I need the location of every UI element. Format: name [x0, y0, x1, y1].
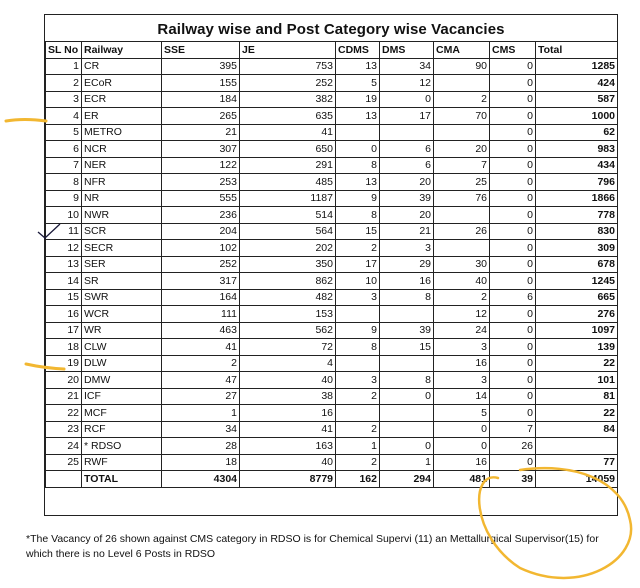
table-cell: 587	[536, 91, 618, 108]
table-cell: 862	[240, 273, 336, 290]
table-cell: 0	[490, 355, 536, 372]
table-cell: 3	[336, 289, 380, 306]
table-row	[46, 223, 618, 240]
column-header: CMS	[490, 42, 536, 59]
table-cell: 482	[240, 289, 336, 306]
table-cell: 0	[490, 372, 536, 389]
table-cell: 22	[536, 355, 618, 372]
table-cell: 8	[46, 174, 82, 191]
table-cell: 29	[380, 256, 434, 273]
table-cell: 15	[336, 223, 380, 240]
table-cell: 40	[240, 372, 336, 389]
table-cell: 3	[336, 372, 380, 389]
table-row	[46, 91, 618, 108]
table-cell: 77	[536, 454, 618, 471]
table-cell: 17	[46, 322, 82, 339]
table-cell: 40	[434, 273, 490, 290]
table-cell: 17	[380, 108, 434, 125]
table-cell: 0	[490, 454, 536, 471]
table-cell: 21	[162, 124, 240, 141]
table-cell: 2	[434, 289, 490, 306]
table-cell: 8	[380, 372, 434, 389]
table-cell: 20	[46, 372, 82, 389]
table-cell: 983	[536, 141, 618, 158]
column-header: DMS	[380, 42, 434, 59]
table-cell: 12	[434, 306, 490, 323]
table-cell: 164	[162, 289, 240, 306]
table-row	[46, 124, 618, 141]
table-cell: 122	[162, 157, 240, 174]
header-row	[46, 42, 618, 59]
table-cell: 5	[46, 124, 82, 141]
table-cell: 184	[162, 91, 240, 108]
table-cell: NR	[82, 190, 162, 207]
table-cell: 7	[490, 421, 536, 438]
table-row	[46, 438, 618, 455]
table-cell: 291	[240, 157, 336, 174]
table-cell: 8	[336, 339, 380, 356]
table-cell: 41	[240, 124, 336, 141]
table-cell: 16	[434, 355, 490, 372]
table-cell: 0	[490, 322, 536, 339]
table-cell: 163	[240, 438, 336, 455]
table-cell: 236	[162, 207, 240, 224]
table-cell: 101	[536, 372, 618, 389]
table-cell: 0	[490, 75, 536, 92]
table-cell: 8	[380, 289, 434, 306]
table-cell: 30	[434, 256, 490, 273]
table-cell: SECR	[82, 240, 162, 257]
table-cell: 18	[46, 339, 82, 356]
table-cell: 635	[240, 108, 336, 125]
table-row	[46, 207, 618, 224]
table-cell: 10	[336, 273, 380, 290]
table-cell	[434, 75, 490, 92]
table-cell: WR	[82, 322, 162, 339]
table-row	[46, 256, 618, 273]
table-cell: NFR	[82, 174, 162, 191]
table-cell: 309	[536, 240, 618, 257]
table-cell: 1	[46, 58, 82, 75]
table-cell: 1245	[536, 273, 618, 290]
table-cell: 25	[434, 174, 490, 191]
table-cell: 16	[380, 273, 434, 290]
table-cell: 25	[46, 454, 82, 471]
table-cell: 90	[434, 58, 490, 75]
table-cell: 1000	[536, 108, 618, 125]
table-cell: 62	[536, 124, 618, 141]
table-cell: 24	[46, 438, 82, 455]
table-cell: MCF	[82, 405, 162, 422]
table-cell: 13	[46, 256, 82, 273]
table-cell: 0	[380, 388, 434, 405]
table-cell: 5	[336, 75, 380, 92]
column-header: SL No	[46, 42, 82, 59]
table-cell: 20	[434, 141, 490, 158]
table-cell: SR	[82, 273, 162, 290]
table-cell: 16	[46, 306, 82, 323]
table-row	[46, 289, 618, 306]
column-header: Total	[536, 42, 618, 59]
table-cell: SCR	[82, 223, 162, 240]
table-cell: 39	[380, 322, 434, 339]
table-cell	[434, 240, 490, 257]
table-cell: 562	[240, 322, 336, 339]
table-cell: 796	[536, 174, 618, 191]
table-cell: DMW	[82, 372, 162, 389]
table-cell: 28	[162, 438, 240, 455]
table-cell: 40	[240, 454, 336, 471]
table-cell: 2	[336, 421, 380, 438]
table-cell: 16	[434, 454, 490, 471]
table-cell: 4304	[162, 471, 240, 488]
table-cell: 153	[240, 306, 336, 323]
table-cell: 0	[490, 306, 536, 323]
table-cell: 15	[380, 339, 434, 356]
vacancy-table	[45, 41, 618, 488]
table-cell: 0	[490, 240, 536, 257]
table-cell: 252	[162, 256, 240, 273]
table-cell: 3	[434, 339, 490, 356]
table-cell: 38	[240, 388, 336, 405]
table-row	[46, 339, 618, 356]
table-cell: 26	[490, 438, 536, 455]
table-cell: 18	[162, 454, 240, 471]
table-cell: 26	[434, 223, 490, 240]
table-cell: 155	[162, 75, 240, 92]
column-header: JE	[240, 42, 336, 59]
table-cell: 72	[240, 339, 336, 356]
table-row	[46, 306, 618, 323]
table-cell: 6	[380, 141, 434, 158]
table-cell: 39	[380, 190, 434, 207]
table-cell: 22	[46, 405, 82, 422]
table-cell: 20	[380, 174, 434, 191]
table-cell: ER	[82, 108, 162, 125]
table-row	[46, 108, 618, 125]
table-cell: 0	[490, 207, 536, 224]
table-cell: 555	[162, 190, 240, 207]
table-cell: 0	[490, 273, 536, 290]
table-cell: 102	[162, 240, 240, 257]
table-cell: 5	[434, 405, 490, 422]
table-cell: 21	[380, 223, 434, 240]
table-cell: 70	[434, 108, 490, 125]
table-cell: 6	[46, 141, 82, 158]
table-cell: 0	[490, 108, 536, 125]
table-cell: 4	[46, 108, 82, 125]
table-cell: 382	[240, 91, 336, 108]
table-cell: 23	[46, 421, 82, 438]
table-row	[46, 273, 618, 290]
table-cell: 9	[336, 322, 380, 339]
table-cell	[380, 355, 434, 372]
table-cell: 20	[380, 207, 434, 224]
table-cell: 39	[490, 471, 536, 488]
table-cell: 564	[240, 223, 336, 240]
table-cell: 204	[162, 223, 240, 240]
table-cell: 16	[240, 405, 336, 422]
table-cell	[434, 207, 490, 224]
table-cell: 76	[434, 190, 490, 207]
table-cell: 650	[240, 141, 336, 158]
table-cell: 253	[162, 174, 240, 191]
table-cell: SWR	[82, 289, 162, 306]
table-cell: 14	[434, 388, 490, 405]
table-cell: 13	[336, 174, 380, 191]
table-cell: 10	[46, 207, 82, 224]
table-cell: 0	[490, 190, 536, 207]
table-cell: 139	[536, 339, 618, 356]
table-cell: 424	[536, 75, 618, 92]
table-cell: 19	[46, 355, 82, 372]
table-cell: 41	[162, 339, 240, 356]
table-cell: NER	[82, 157, 162, 174]
table-cell: 0	[490, 256, 536, 273]
table-cell: ECR	[82, 91, 162, 108]
table-cell: 678	[536, 256, 618, 273]
table-cell: 8	[336, 157, 380, 174]
table-cell: 24	[434, 322, 490, 339]
table-cell	[434, 124, 490, 141]
highlighter-mark-er	[6, 120, 46, 122]
table-cell: 265	[162, 108, 240, 125]
column-header: SSE	[162, 42, 240, 59]
table-cell: 0	[336, 141, 380, 158]
table-cell: 21	[46, 388, 82, 405]
table-cell: 0	[434, 438, 490, 455]
table-cell	[380, 421, 434, 438]
table-cell: 2	[46, 75, 82, 92]
table-cell	[380, 124, 434, 141]
table-cell: 2	[336, 240, 380, 257]
table-cell: 13	[336, 108, 380, 125]
table-cell: 0	[490, 141, 536, 158]
table-cell: 6	[490, 289, 536, 306]
table-cell	[46, 471, 82, 488]
table-cell: 9	[336, 190, 380, 207]
table-cell: 0	[490, 405, 536, 422]
table-cell: 665	[536, 289, 618, 306]
table-cell: 514	[240, 207, 336, 224]
table-cell: ICF	[82, 388, 162, 405]
table-cell	[336, 355, 380, 372]
table-cell: 13	[336, 58, 380, 75]
table-cell: 34	[380, 58, 434, 75]
footnote: *The Vacancy of 26 shown against CMS category in RDSO is for Chemical Supervi (11) an Mettallurgical Supervisor(15) for which there is no Level 6 Posts in RDSO	[26, 533, 599, 560]
table-cell: 6	[380, 157, 434, 174]
table-cell: 111	[162, 306, 240, 323]
table-cell: NWR	[82, 207, 162, 224]
table-cell: 8779	[240, 471, 336, 488]
table-cell: 4	[240, 355, 336, 372]
table-cell: 830	[536, 223, 618, 240]
table-cell: CR	[82, 58, 162, 75]
table-cell: 0	[434, 421, 490, 438]
table-cell: 3	[380, 240, 434, 257]
table-cell: 463	[162, 322, 240, 339]
table-row	[46, 355, 618, 372]
table-cell: WCR	[82, 306, 162, 323]
table-cell: 2	[336, 454, 380, 471]
table-cell: 17	[336, 256, 380, 273]
table-row	[46, 454, 618, 471]
table-cell	[380, 306, 434, 323]
table-cell	[336, 124, 380, 141]
column-header: CMA	[434, 42, 490, 59]
table-cell: 481	[434, 471, 490, 488]
table-cell: TOTAL	[82, 471, 162, 488]
table-cell: 350	[240, 256, 336, 273]
table-cell: DLW	[82, 355, 162, 372]
table-row	[46, 322, 618, 339]
table-cell	[380, 405, 434, 422]
table-cell: 7	[434, 157, 490, 174]
table-cell: 12	[380, 75, 434, 92]
table-row	[46, 190, 618, 207]
table-cell: 2	[162, 355, 240, 372]
table-cell: 434	[536, 157, 618, 174]
table-cell: 778	[536, 207, 618, 224]
table-cell: 1285	[536, 58, 618, 75]
table-cell: 1187	[240, 190, 336, 207]
table-cell: 0	[490, 58, 536, 75]
table-cell: RWF	[82, 454, 162, 471]
table-cell: 2	[336, 388, 380, 405]
table-cell: 0	[490, 388, 536, 405]
table-cell: 0	[380, 438, 434, 455]
table-cell: * RDSO	[82, 438, 162, 455]
table-cell: 0	[490, 174, 536, 191]
table-row	[46, 157, 618, 174]
table-cell: 485	[240, 174, 336, 191]
table-cell: RCF	[82, 421, 162, 438]
table-cell: 9	[46, 190, 82, 207]
table-cell: 1866	[536, 190, 618, 207]
document-page	[44, 14, 618, 516]
table-cell: SER	[82, 256, 162, 273]
table-row	[46, 174, 618, 191]
table-cell: 3	[46, 91, 82, 108]
table-cell: 1	[336, 438, 380, 455]
table-cell	[336, 405, 380, 422]
table-cell: NCR	[82, 141, 162, 158]
table-cell: 753	[240, 58, 336, 75]
table-row	[46, 388, 618, 405]
column-header: Railway	[82, 42, 162, 59]
table-cell: ECoR	[82, 75, 162, 92]
table-cell: 11	[46, 223, 82, 240]
table-row	[46, 240, 618, 257]
table-cell: 1097	[536, 322, 618, 339]
table-cell: 0	[490, 157, 536, 174]
column-header: CDMS	[336, 42, 380, 59]
table-cell: 276	[536, 306, 618, 323]
table-cell: 0	[490, 339, 536, 356]
table-row	[46, 75, 618, 92]
table-cell: 14	[46, 273, 82, 290]
table-cell: METRO	[82, 124, 162, 141]
table-row	[46, 372, 618, 389]
table-cell: 0	[380, 91, 434, 108]
table-cell: 12	[46, 240, 82, 257]
table-cell: CLW	[82, 339, 162, 356]
table-cell: 0	[490, 91, 536, 108]
table-title: Railway wise and Post Category wise Vacancies	[157, 21, 505, 38]
table-cell: 1	[380, 454, 434, 471]
table-cell: 0	[490, 223, 536, 240]
table-cell: 15	[46, 289, 82, 306]
table-cell: 27	[162, 388, 240, 405]
table-row	[46, 421, 618, 438]
table-cell: 307	[162, 141, 240, 158]
table-cell: 7	[46, 157, 82, 174]
table-cell: 1	[162, 405, 240, 422]
table-cell: 84	[536, 421, 618, 438]
table-cell: 2	[434, 91, 490, 108]
table-cell: 81	[536, 388, 618, 405]
table-cell: 22	[536, 405, 618, 422]
table-cell: 41	[240, 421, 336, 438]
table-cell: 8	[336, 207, 380, 224]
table-cell: 19	[336, 91, 380, 108]
table-cell: 162	[336, 471, 380, 488]
table-cell: 3	[434, 372, 490, 389]
table-cell: 294	[380, 471, 434, 488]
table-row	[46, 58, 618, 75]
table-cell: 395	[162, 58, 240, 75]
table-cell: 34	[162, 421, 240, 438]
table-cell: 202	[240, 240, 336, 257]
table-cell: 47	[162, 372, 240, 389]
table-cell	[336, 306, 380, 323]
table-row	[46, 141, 618, 158]
total-row	[46, 471, 618, 488]
table-cell: 14059	[536, 471, 618, 488]
table-cell: 317	[162, 273, 240, 290]
table-cell	[536, 438, 618, 455]
table-cell: 252	[240, 75, 336, 92]
table-cell: 0	[490, 124, 536, 141]
table-row	[46, 405, 618, 422]
